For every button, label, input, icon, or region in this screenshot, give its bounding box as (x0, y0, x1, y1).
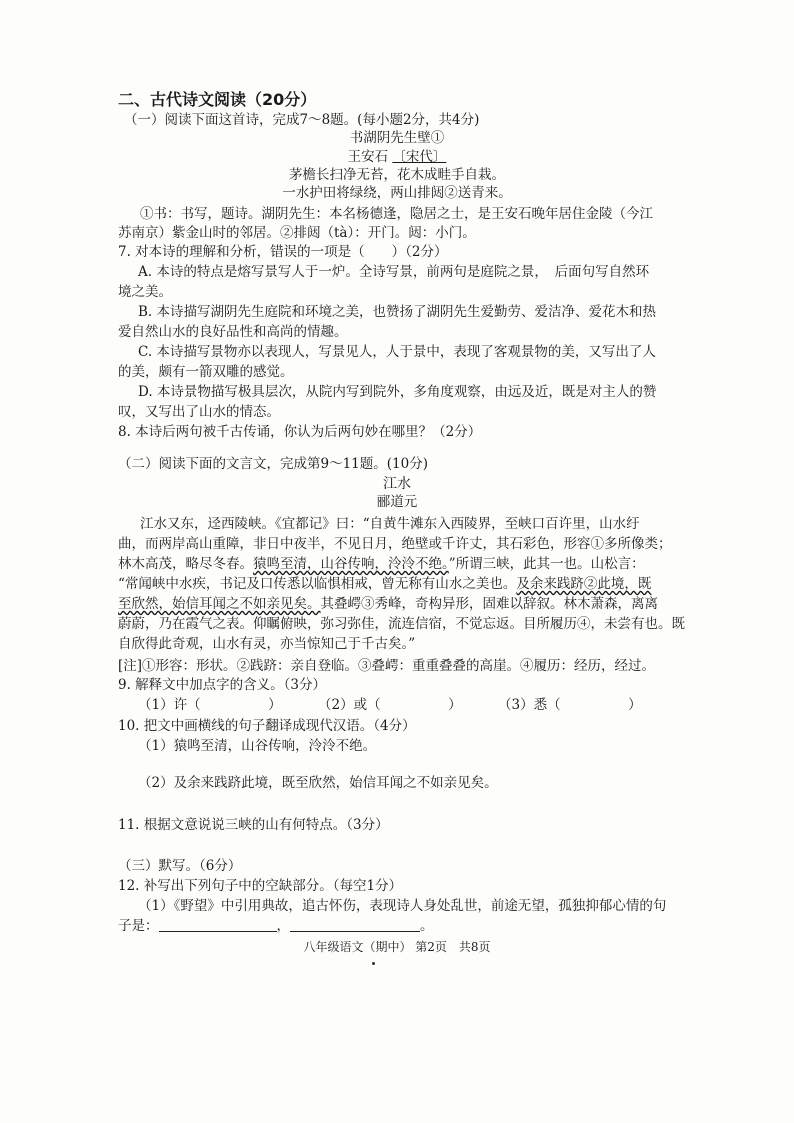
q12-item-1-a: （1）《野望》中引用典故，追古怀伤，表现诗人身处乱世，前途无望，孤独抑郁心情的句 (138, 898, 667, 914)
poem-note-2: 苏南京）紫金山时的邻居。②排闼（tà）：开门。闼：小门。 (118, 225, 476, 241)
underlined-sentence-1: 猿鸣至清，山谷传响，泠泠不绝。 (253, 556, 449, 572)
part2-instruction: （二）阅读下面的文言文，完成第9～11题。(10分) (118, 456, 428, 472)
essay-line-2: 曲，而两岸高山重障，非日中夜半，不见日月，绝壁或千许丈，其石彩色，形容①多所像类； (118, 536, 672, 552)
q9-item-3: （3）悉（ ） (498, 697, 642, 713)
q9-item-2: （2）或（ ） (318, 697, 462, 713)
answer-blank-2[interactable] (290, 917, 420, 932)
poem-dynasty: 〔宋代〕 (392, 149, 447, 165)
essay-notes: [注]①形容：形状。②践跻：亲自登临。③叠崿：重重叠叠的高崖。④履历：经历，经过。 (118, 658, 656, 674)
part1-instruction: （一）阅读下面这首诗，完成7～8题。(每小题2分，共4分) (124, 112, 480, 128)
poem-line-1: 茅檐长扫净无苔，花木成畦手自栽。 (289, 167, 505, 183)
q10-item-2: （2）及余来践跻此境，既至欣然，始信耳闻之不如亲见矣。 (138, 775, 498, 791)
question-7: 7. 对本诗的理解和分析，错误的一项是（ ）（2分） (118, 244, 448, 260)
q7-option-d-1: D. 本诗景物描写极具层次，从院内写到院外，多角度观察，由远及近，既是对主人的赞 (138, 384, 657, 400)
part3-instruction: （三）默写。（6分） (118, 858, 242, 874)
q7-option-c-1: C. 本诗描写景物亦以表现人，写景见人，人于景中，表现了客观景物的美，又写出了人 (138, 344, 656, 360)
question-8: 8. 本诗后两句被千古传诵，你认为后两句妙在哪里？（2分） (118, 424, 482, 440)
question-11: 11. 根据文意说说三峡的山有何特点。（3分） (118, 817, 389, 833)
question-10: 10. 把文中画横线的句子翻译成现代汉语。（4分） (118, 718, 416, 734)
q10-item-1: （1）猿鸣至清，山谷传响，泠泠不绝。 (138, 738, 377, 754)
page-footer: 八年级语文（期中） 第2页 共8页 (303, 940, 491, 954)
poem-title: 书湖阴先生壁① (349, 130, 445, 146)
q9-item-1: （1）许（ ） (138, 697, 282, 713)
poem-line-2: 一水护田将绿绕，两山排闼②送青来。 (282, 185, 512, 201)
essay-line-4: “常闻峡中水疾，书记及口传悉以临惧相戒，曾无称有山水之美也。及余来践跻②此境，既 (118, 576, 652, 592)
q7-option-a-2: 境之美。 (118, 284, 172, 300)
essay-line-7: 自欣得此奇观，山水有灵，亦当惊知己于千古矣。” (118, 636, 416, 652)
q7-option-c-2: 的美，颇有一箭双雕的感觉。 (118, 364, 294, 380)
essay-line-6: 蔚蔚，乃在霞气之表。仰瞩俯映，弥习弥佳，流连信宿，不觉忘返。目所履历④，未尝有也。既 (118, 616, 685, 632)
essay-line-3: 林木高茂，略尽冬春。猿鸣至清，山谷传响，泠泠不绝。”所谓三峡，此其一也。山松言： (118, 556, 645, 572)
essay-title: 江水 (383, 476, 411, 492)
answer-blank-1[interactable] (159, 917, 277, 932)
q7-option-d-2: 叹，又写出了山水的情态。 (118, 404, 280, 420)
question-9: 9. 解释文中加点字的含义。（3分） (118, 677, 327, 693)
section-title: 二、古代诗文阅读（20分） (118, 90, 317, 109)
poem-author: 王安石 (347, 149, 389, 165)
q12-item-1-b: 子是： ， 。 (118, 918, 434, 934)
q7-option-b-2: 爱自然山水的良好品性和高尚的情趣。 (118, 324, 348, 340)
underlined-sentence-2b: 至欣然，始信耳闻之不如亲见矣。 (118, 596, 321, 612)
q7-option-b-1: B. 本诗描写湖阴先生庭院和环境之美，也赞扬了湖阴先生爱勤劳、爱洁净、爱花木和热 (138, 304, 657, 320)
poem-byline (0, 147, 794, 167)
underlined-sentence-2a: 及余来践跻②此境，既 (516, 576, 652, 592)
essay-line-5: 至欣然，始信耳闻之不如亲见矣。其叠崿③秀峰，奇构异形，固难以辞叙。林木萧森，离离 (118, 596, 658, 612)
question-12: 12. 补写出下列句子中的空缺部分。（每空1分） (118, 878, 403, 894)
essay-line-1: 江水又东，迳西陵峡。《宜都记》曰：“自黄牛滩东入西陵界，至峡口百许里，山水纡 (140, 516, 640, 532)
q7-option-a-1: A. 本诗的特点是熔写景写人于一炉。全诗写景，前两句是庭院之景， 后面句写自然环 (138, 264, 650, 280)
essay-author: 郦道元 (376, 494, 418, 510)
stray-dot (372, 962, 375, 965)
poem-note-1: ①书：书写，题诗。湖阴先生：本名杨德逢，隐居之士，是王安石晚年居住金陵（今江 (140, 206, 653, 222)
